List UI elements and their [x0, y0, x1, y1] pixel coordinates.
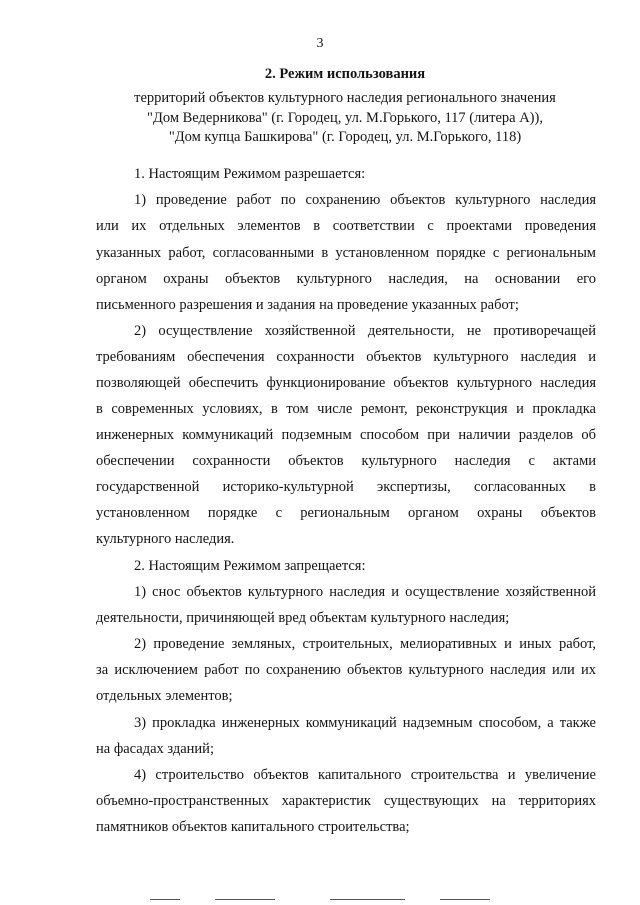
paragraph-line: 4) строительство объектов капитального строительства и увеличение: [134, 767, 596, 783]
clause-heading: 1. Настоящим Режимом разрешается:: [134, 166, 366, 182]
paragraph-line: 3) прокладка инженерных коммуникаций надземным способом, а также: [134, 715, 596, 731]
subtitle-line: "Дом Ведерникова" (г. Городец, ул. М.Горького, 117 (литера А)),: [147, 110, 543, 126]
paragraph-line: в современных условиях, в том числе ремонт, реконструкция и прокладка: [96, 401, 596, 417]
scan-mark: [150, 899, 180, 900]
paragraph-line: инженерных коммуникаций подземным способом при наличии разделов об: [96, 427, 596, 443]
paragraph-line: органом охраны объектов культурного наследия, на основании его: [96, 271, 596, 287]
paragraph-line: за исключением работ по сохранению объектов культурного наследия или их: [96, 662, 596, 678]
paragraph-line: памятников объектов капитального строительства;: [96, 819, 410, 835]
scan-mark: [215, 899, 275, 900]
paragraph-line: 2) проведение земляных, строительных, мелиоративных и иных работ,: [134, 636, 596, 652]
subtitle-line: территорий объектов культурного наследия регионального значения: [134, 90, 556, 106]
page-number: 3: [316, 36, 324, 51]
paragraph-line: указанных работ, согласованными в установленном порядке с региональным: [96, 245, 596, 261]
paragraph-line: обеспечении сохранности объектов культурного наследия с актами: [96, 453, 596, 469]
paragraph-line: культурного наследия.: [96, 531, 235, 547]
paragraph-line: письменного разрешения и задания на проведение указанных работ;: [96, 297, 519, 313]
paragraph-line: отдельных элементов;: [96, 688, 233, 704]
paragraph-line: 1) снос объектов культурного наследия и осуществление хозяйственной: [134, 584, 596, 600]
paragraph-line: объемно-пространственных характеристик существующих на территориях: [96, 793, 596, 809]
paragraph-line: требованиям обеспечения сохранности объектов культурного наследия и: [96, 349, 596, 365]
clause-heading: 2. Настоящим Режимом запрещается:: [134, 558, 366, 574]
paragraph-line: деятельности, причиняющей вред объектам культурного наследия;: [96, 610, 510, 626]
paragraph-line: 2) осуществление хозяйственной деятельности, не противоречащей: [134, 323, 596, 339]
scan-mark: [440, 899, 490, 900]
paragraph-line: 1) проведение работ по сохранению объектов культурного наследия: [134, 192, 596, 208]
paragraph-line: на фасадах зданий;: [96, 741, 214, 757]
paragraph-line: позволяющей обеспечить функционирование объектов культурного наследия: [96, 375, 596, 391]
section-heading: 2. Режим использования: [264, 66, 426, 82]
paragraph-line: или их отдельных элементов в соответствии с проектами проведения: [96, 218, 596, 234]
scan-mark: [330, 899, 405, 900]
paragraph-line: государственной историко-культурной экспертизы, согласованных в: [96, 479, 596, 495]
paragraph-line: установленном порядке с региональным органом охраны объектов: [96, 505, 596, 521]
subtitle-line: "Дом купца Башкирова" (г. Городец, ул. М.Горького, 118): [168, 129, 522, 145]
